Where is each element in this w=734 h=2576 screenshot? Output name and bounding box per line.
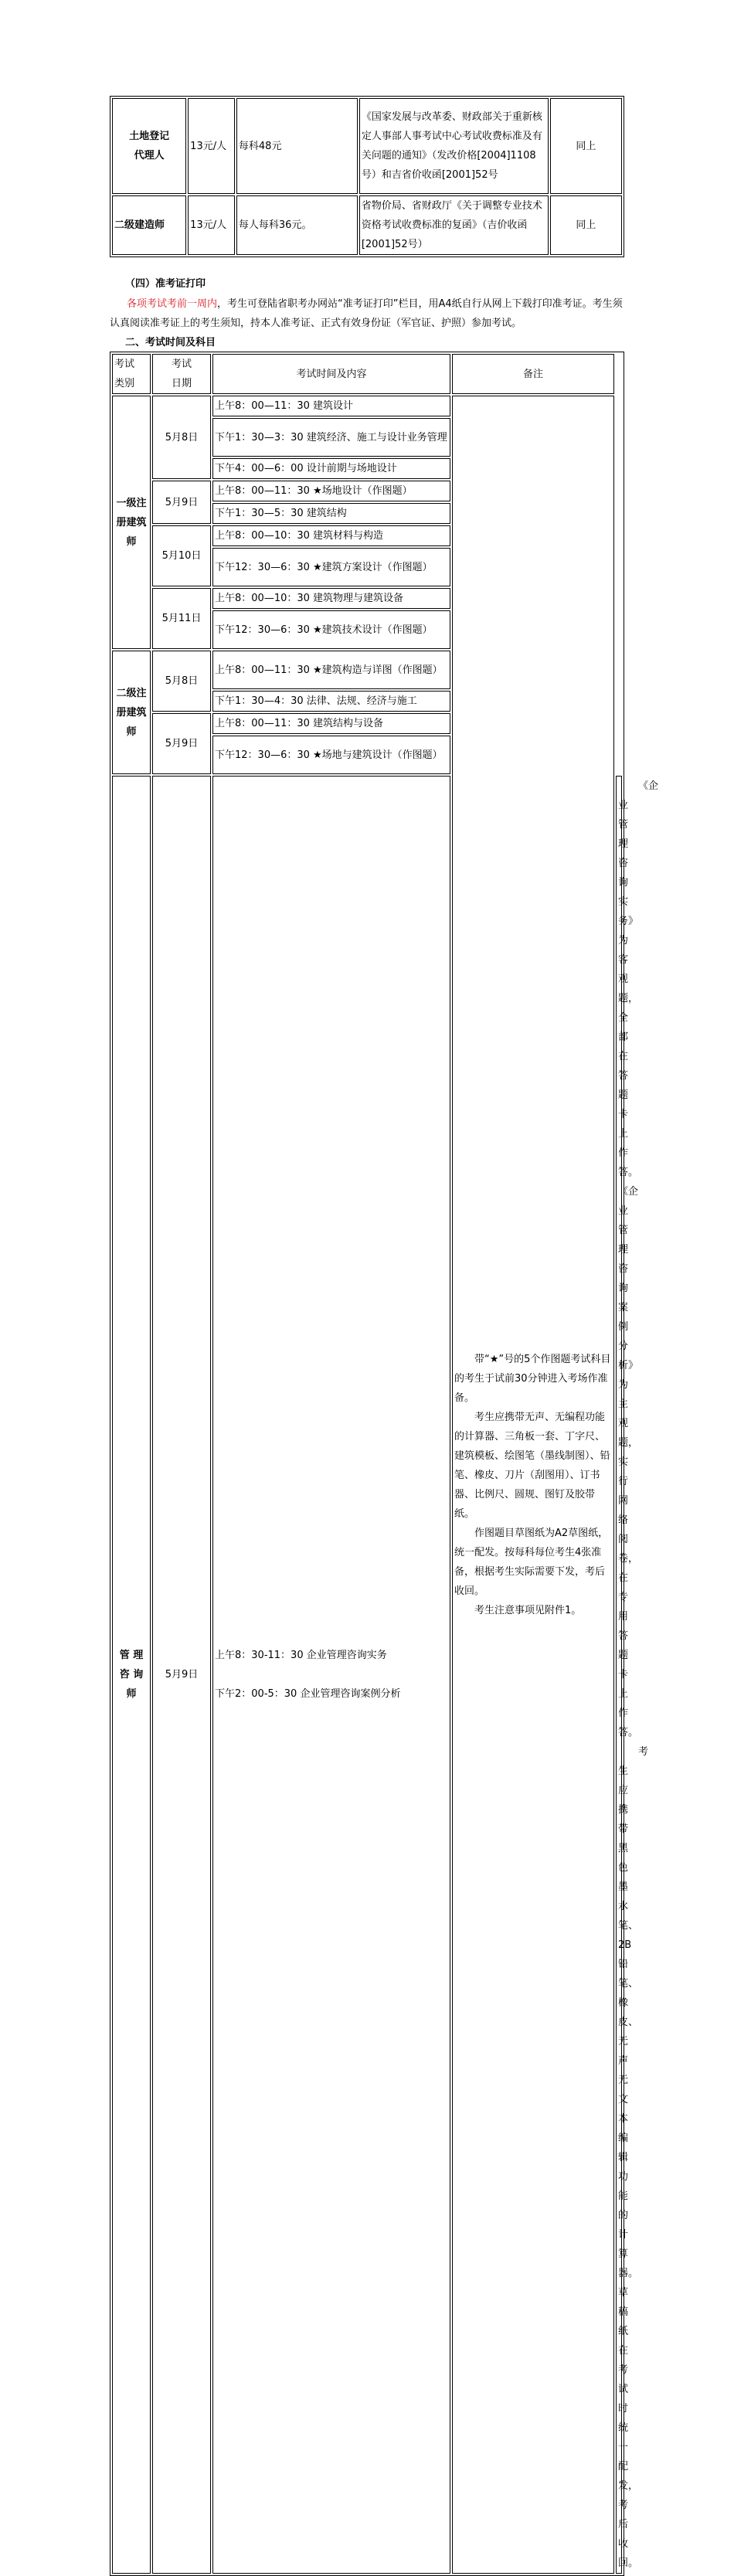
session-cell: 上午8：00—11：30 ★场地设计（作图题）	[212, 481, 450, 501]
fee-per-subject-cell: 每科48元	[236, 98, 358, 194]
session-cell: 下午12：30—6：30 ★场地与建筑设计（作图题）	[212, 736, 450, 774]
section-heading-schedule: 二、考试时间及科目	[125, 337, 216, 348]
exam-date-cell: 5月8日	[152, 651, 211, 712]
session-cell: 下午12：30—6：30 ★建筑技术设计（作图题）	[212, 610, 450, 649]
session-cell: 下午1：30—4：30 法律、法规、经济与施工	[212, 691, 450, 712]
fee-per-person-cell: 13元/人	[188, 98, 235, 194]
header-content: 考试时间及内容	[212, 354, 450, 394]
table-row	[112, 396, 622, 416]
exam-date-cell: 5月11日	[152, 588, 211, 649]
section-heading-admission-ticket: （四）准考证打印	[125, 278, 206, 290]
session-cell: 上午8：00—10：30 建筑物理与建筑设备	[212, 588, 450, 609]
exam-category-cell: 二级注册建筑师	[112, 651, 151, 774]
fee-table	[110, 96, 624, 257]
exam-date-cell: 5月9日	[152, 713, 211, 774]
category-cell: 土地登记 代理人	[112, 98, 186, 194]
table-row	[112, 98, 622, 194]
session-cell: 上午8：00—10：30 建筑材料与构造	[212, 525, 450, 546]
exam-date-cell: 5月9日	[152, 481, 211, 524]
session-cell: 上午8：00—11：30 ★建筑构造与详图（作图题）	[212, 651, 450, 689]
header-note: 备注	[452, 354, 614, 394]
session-cell: 下午4：00—6：00 设计前期与场地设计	[212, 458, 450, 479]
header-date: 考试 日期	[152, 354, 211, 394]
category-cell: 二级建造师	[112, 195, 186, 255]
remark-cell: 同上	[550, 98, 622, 194]
session-cell: 上午8：00—11：30 建筑设计	[212, 396, 450, 416]
fee-basis-cell: 《国家发展与改革委、财政部关于重新核定人事部人事考试中心考试收费标准及有关问题的通知》（发改价格[2004]1108号）和吉省价收函[2001]52号	[359, 98, 549, 194]
session-cell: 下午1：30—5：30 建筑结构	[212, 503, 450, 524]
session-cell: 上午8：00—11：30 建筑结构与设备	[212, 713, 450, 734]
note-cell: 带“★”号的5个作图题考试科目的考生于试前30分钟进入考场作准备。 考生应携带无声、无编程功能的计算器、三角板一套、丁字尺、建筑模板、绘图笔（墨线制图）、铅笔、橡皮、刀片（刮图用）、订书器、比例尺、圆规、图钉及胶带纸。 作图题目草图纸为A2草图纸，统一配发。按每科每位考生4张准备，根据考生实际需要下发，考后收回。 考生注意事项见附件1。	[452, 396, 614, 2574]
paragraph-text: ，考生可登陆省职考办网站“准考证打印”栏目，用A4纸自行从网上下载打印准考证。考生须认真阅读准考证上的考生须知，持本人准考证、正式有效身份证（军官证、护照）参加考试。	[110, 298, 623, 329]
remark-cell: 同上	[550, 195, 622, 255]
admission-ticket-paragraph	[110, 294, 629, 333]
exam-category-cell: 管 理 咨 询 师	[112, 776, 151, 2574]
exam-date-cell: 5月9日	[152, 776, 211, 2574]
session-cell: 下午1：30—3：30 建筑经济、施工与设计业务管理	[212, 418, 450, 457]
fee-per-person-cell: 13元/人	[188, 195, 235, 255]
header-category: 考试 类别	[112, 354, 151, 394]
session-cell: 下午12：30—6：30 ★建筑方案设计（作图题）	[212, 548, 450, 586]
table-row	[112, 195, 622, 255]
session-cell: 上午8：30-11：30 企业管理咨询实务 下午2：00-5：30 企业管理咨询案例分析	[212, 776, 450, 2574]
highlight-text: 各项考试考前一周内	[127, 298, 218, 310]
schedule-table	[110, 352, 659, 2576]
exam-date-cell: 5月10日	[152, 525, 211, 586]
exam-category-cell: 一级注册建筑师	[112, 396, 151, 649]
note-cell: 《企业管理咨询实务》为客观题，全部在答题卡上作答。《企业管理咨询案例分析》为主观题，实行网络阅卷，在专用答题卡上作答。 考生应携带黑色墨水笔、2B铅笔、橡皮、无声无文本编辑功能的计算器。草稿纸在考试时统一配发，考后收回。	[616, 776, 622, 2574]
fee-basis-cell: 省物价局、省财政厅《关于调整专业技术资格考试收费标准的复函》（吉价收函[2001]52号）	[359, 195, 549, 255]
fee-per-subject-cell: 每人每科36元。	[236, 195, 358, 255]
table-header-row	[112, 354, 622, 394]
exam-date-cell: 5月8日	[152, 396, 211, 479]
